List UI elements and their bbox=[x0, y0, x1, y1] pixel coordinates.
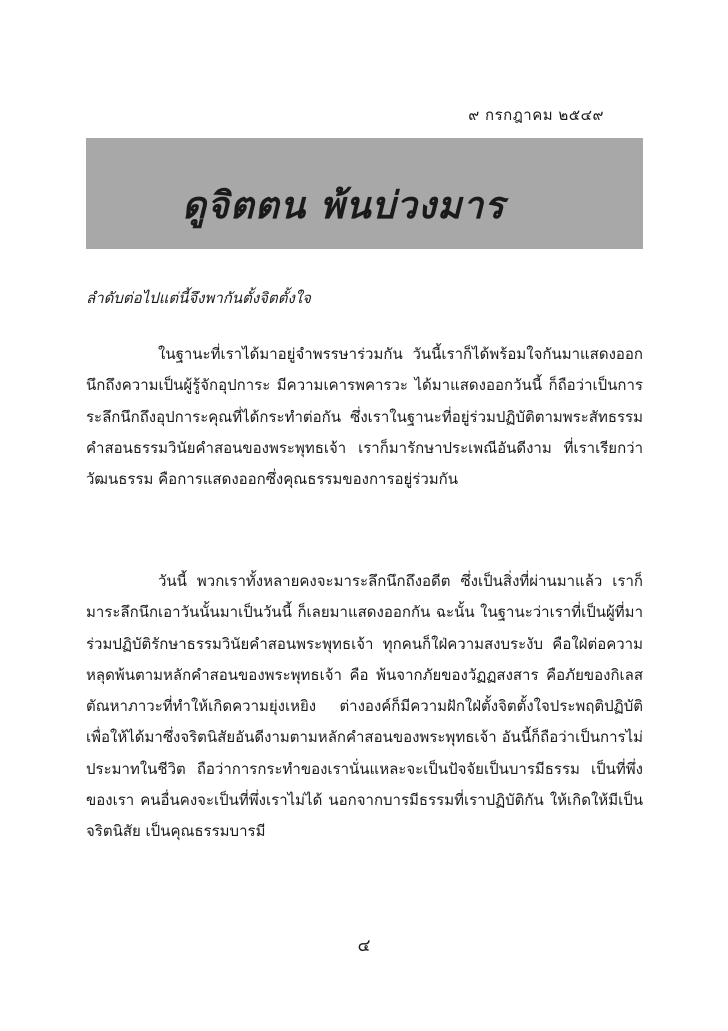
paragraph-text: ในฐานะที่เราได้มาอยู่จำพรรษาร่วมกัน วันนี้เราก็ได้พร้อมใจกันมาแสดงออกนึกถึงความเป็นผู้รู้จักอุปการะ มีความเคารพคารวะ ได้มาแสดงออกวันนี้ ก็ถือว่าเป็นการระลึกนึกถึงอุปการะคุณที่ได้กระทำต่อกัน ซึ่งเราในฐานะที่อยู่ร่วมปฏิบัติตามพระสัทธรรมคำสอนธรรมวินัยคำสอนของพระพุทธเจ้า เราก็มารักษาประเพณีอันดีงาม ที่เราเรียกว่าวัฒนธรรม คือการแสดงออกซึ่งคุณธรรมของการอยู่ร่วมกัน bbox=[86, 345, 643, 489]
intro-line: ลำดับต่อไปแต่นี้จึงพากันตั้งจิตตั้งใจ bbox=[86, 289, 311, 307]
title-banner bbox=[86, 138, 643, 249]
body-paragraph-1 bbox=[86, 339, 643, 495]
body-paragraph-2 bbox=[86, 566, 643, 848]
page-date: ๙ กรกฎาคม ๒๕๔๙ bbox=[468, 106, 604, 124]
paragraph-text: วันนี้ พวกเราทั้งหลายคงจะมาระลึกนึกถึงอดีต ซึ่งเป็นสิ่งที่ผ่านมาแล้ว เราก็มาระลึกนึกเอาวันนั้นมาเป็นวันนี้ ก็เลยมาแสดงออกกัน ฉะนั้น ในฐานะว่าเราที่เป็นผู้ที่มาร่วมปฏิบัติรักษาธรรมวินัยคำสอนพระพุทธเจ้า ทุกคนก็ใฝ่ความสงบระงับ คือใฝ่ต่อความหลุดพ้นตามหลักคำสอนของพระพุทธเจ้า คือ พ้นจากภัยของวัฏฏสงสาร คือภัยของกิเลสตัณหาภาวะที่ทำให้เกิดความยุ่งเหยิง ต่างองค์ก็มีความฝักใฝ่ตั้งจิตตั้งใจประพฤติปฏิบัติเพื่อให้ได้มาซึ่งจริตนิสัยอันดีงามตามหลักคำสอนของพระพุทธเจ้า อันนี้ก็ถือว่าเป็นการไม่ประมาทในชีวิต ถือว่าการกระทำของเรานั่นแหละจะเป็นปัจจัยเป็นบารมีธรรม เป็นที่พึ่งของเรา คนอื่นคงจะเป็นที่พึ่งเราไม่ได้ นอกจากบารมีธรรมที่เราปฏิบัติกัน ให้เกิดให้มีเป็นจริตนิสัย เป็นคุณธรรมบารมี bbox=[86, 572, 643, 841]
page-title: ดูจิตตน พ้นบ่วงมาร bbox=[182, 183, 505, 227]
page-number: ๔ bbox=[357, 936, 371, 956]
